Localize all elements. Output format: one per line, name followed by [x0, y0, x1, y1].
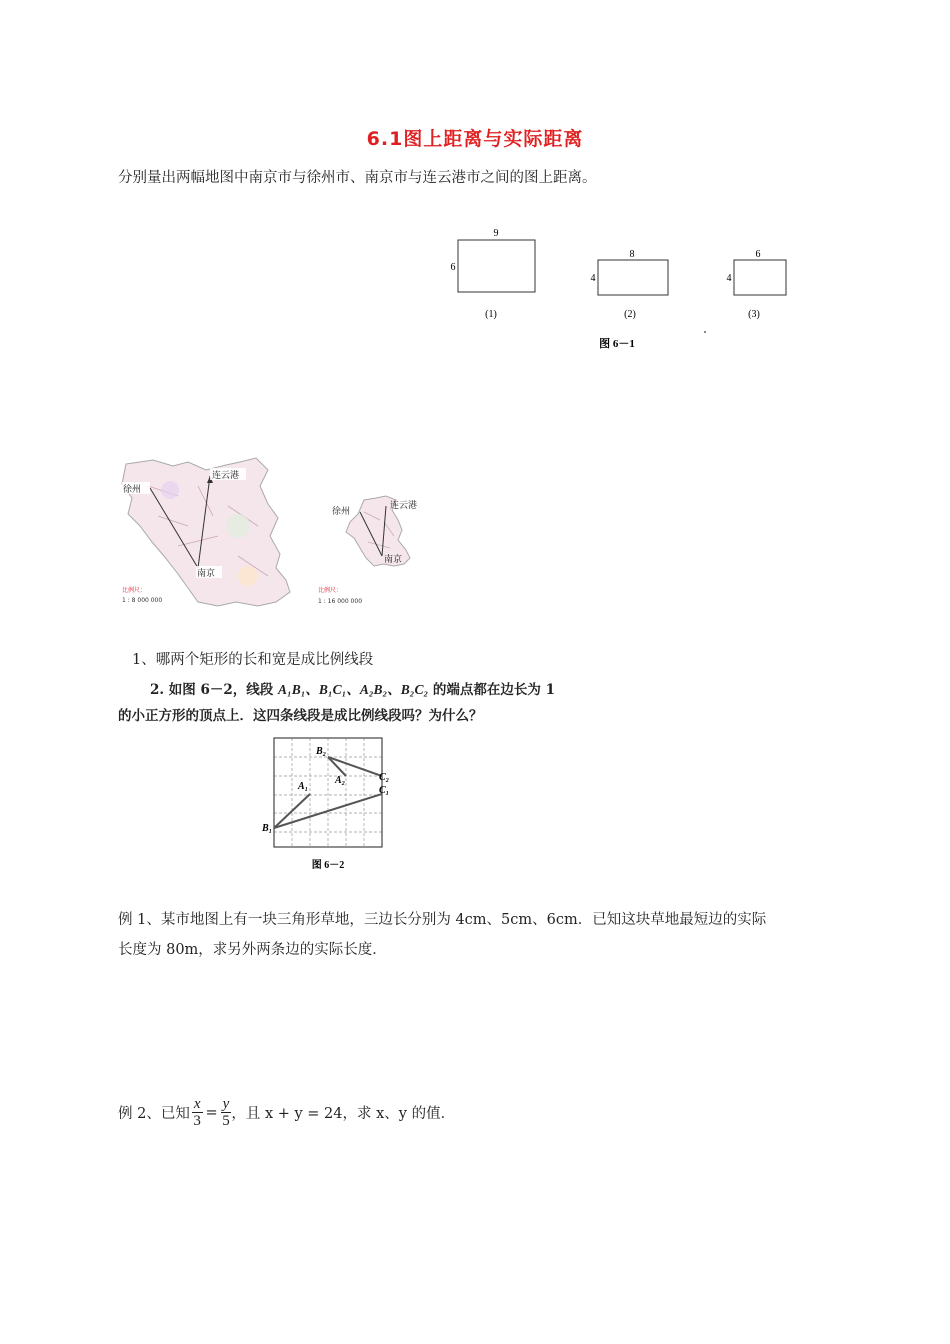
figure-6-1-caption: 图 6－1 — [599, 338, 635, 350]
example-1-line-1: 例 1、某市地图上有一块三角形草地，三边长分别为 4cm、5cm、6cm．已知这块草地最短边的实际 — [118, 912, 767, 928]
rect-1 — [458, 240, 535, 292]
label-c1: C₁ — [379, 785, 390, 796]
page-title: 6.1图上距离与实际距离 — [366, 128, 584, 150]
figure-6-2-caption: 图 6－2 — [311, 860, 345, 871]
rect-3-width: 6 — [755, 249, 761, 260]
rect-3-height: 4 — [726, 273, 732, 284]
jiangsu-province-shape — [122, 458, 290, 606]
fraction-x-over-3 — [192, 1096, 203, 1129]
scale-value: 1 : 16 000 000 — [318, 598, 363, 605]
q2-prefix: 2. 如图 6－2，线段 — [150, 682, 278, 698]
rect-2-label: (2) — [624, 309, 636, 320]
q2-segments: A₁B₁、B₁C₁、A₂B₂、B₂C₂ — [277, 682, 429, 697]
city-xuzhou: 徐州 — [123, 485, 142, 495]
rect-2-height: 4 — [590, 273, 596, 284]
label-b1: B₁ — [262, 823, 273, 834]
q2-suffix: 的端点都在边长为 1 — [428, 682, 555, 698]
map-scale-8000000 — [118, 456, 298, 611]
city-lianyungang: 连云港 — [390, 501, 418, 511]
figure-6-2 — [258, 734, 388, 874]
scale-label: 比例尺： — [122, 587, 147, 594]
label-a1: A₁ — [298, 781, 309, 792]
scale-label: 比例尺： — [318, 587, 343, 594]
stray-dot — [704, 331, 706, 333]
fraction-y-over-5 — [221, 1096, 232, 1129]
frac1-denominator: 3 — [193, 1113, 201, 1129]
example-2-condition: ，且 x + y = 24，求 x、y 的值． — [231, 1106, 456, 1122]
equals-sign: = — [205, 1104, 218, 1121]
example-1-line-2: 长度为 80m，求另外两条边的实际长度． — [118, 942, 387, 958]
question-1: 1、哪两个矩形的长和宽是成比例线段 — [132, 652, 374, 668]
rect-2-width: 8 — [629, 249, 635, 260]
label-b2: B₂ — [316, 746, 327, 757]
label-a2: A₂ — [335, 775, 346, 786]
frac2-denominator: 5 — [222, 1113, 230, 1129]
rect-3 — [734, 260, 786, 295]
scale-value: 1 : 8 000 000 — [122, 597, 163, 604]
rect-1-label: (1) — [485, 309, 497, 320]
rect-2 — [598, 260, 668, 295]
question-2-line-1 — [150, 678, 555, 698]
intro-text: 分别量出两幅地图中南京市与徐州市、南京市与连云港市之间的图上距离。 — [118, 170, 597, 186]
example-2-prefix: 例 2、已知 — [118, 1106, 190, 1122]
rect-3-label: (3) — [748, 309, 760, 320]
example-2 — [118, 1096, 455, 1129]
frac2-numerator: y — [222, 1096, 230, 1112]
frac1-numerator: x — [193, 1096, 201, 1112]
city-nanjing: 南京 — [384, 555, 403, 565]
rect-1-width: 9 — [493, 228, 499, 239]
city-nanjing: 南京 — [197, 569, 216, 579]
question-2-line-2: 的小正方形的顶点上．这四条线段是成比例线段吗？为什么？ — [118, 708, 483, 724]
rect-1-height: 6 — [450, 262, 456, 273]
label-c2: C₂ — [379, 772, 390, 783]
figure-6-1 — [440, 222, 780, 357]
city-lianyungang: 连云港 — [212, 471, 240, 481]
map-scale-16000000 — [314, 492, 434, 612]
city-xuzhou: 徐州 — [332, 507, 351, 517]
